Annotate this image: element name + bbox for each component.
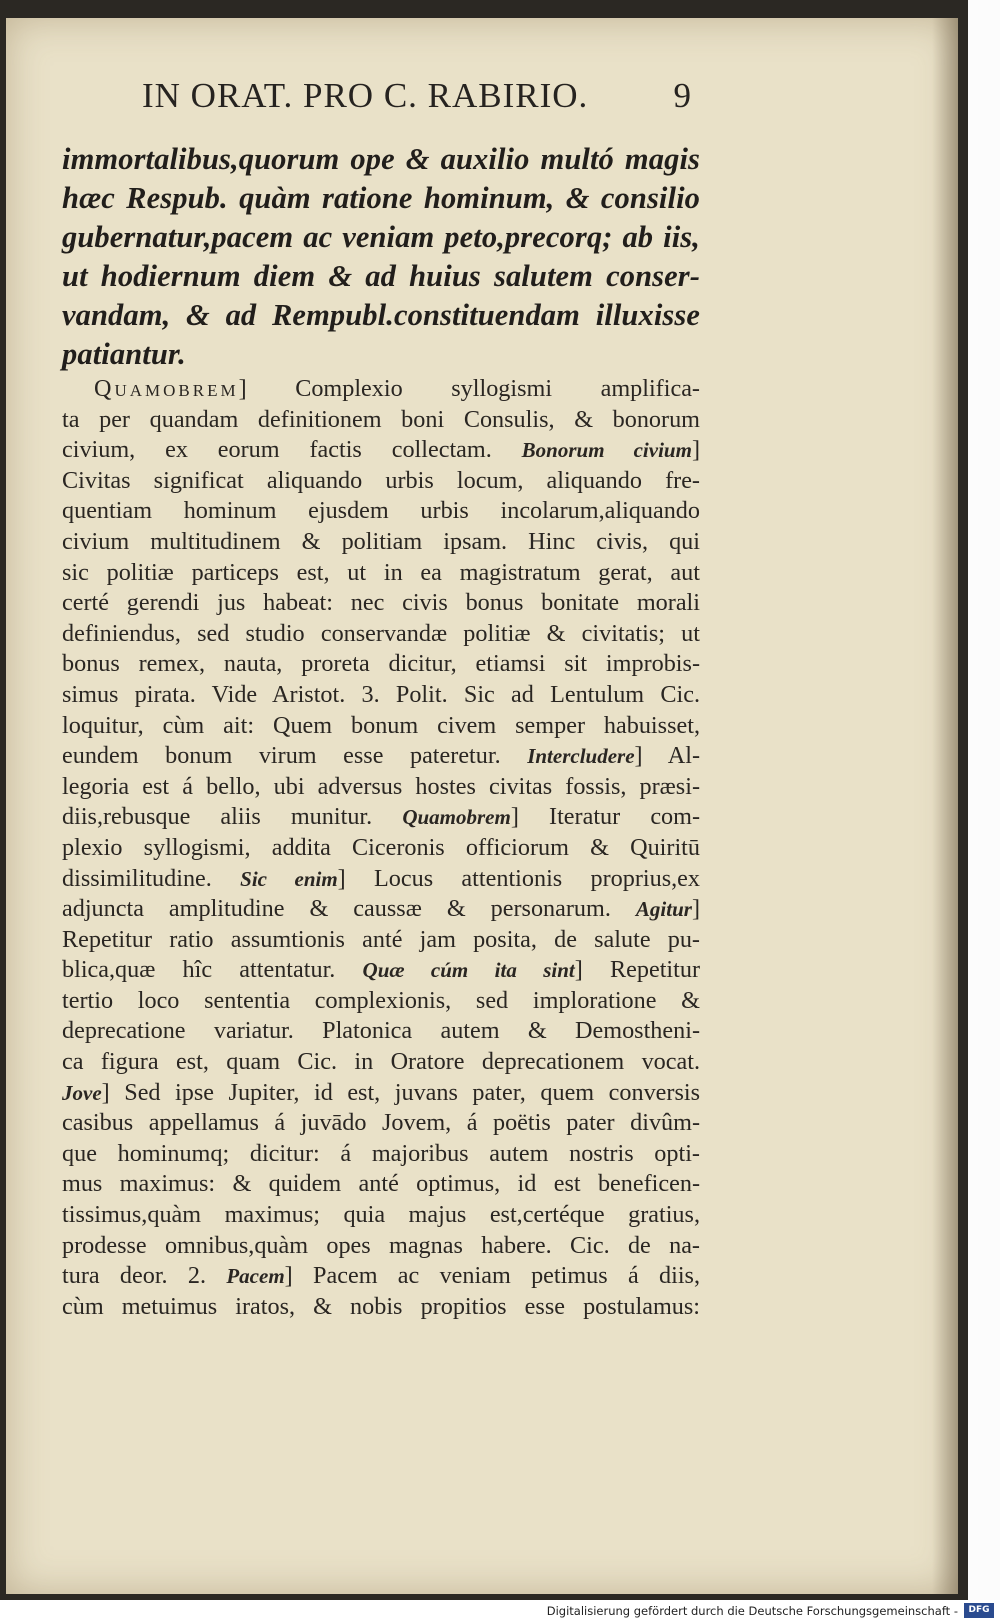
- commentary-text: blica,quæ hîc attentatur.: [62, 956, 336, 984]
- lemma-agitur: Agitur: [635, 897, 692, 922]
- commentary-line: certé gerendi jus habeat: nec civis bonus bonitate morali: [62, 589, 700, 617]
- commentary-line: [62, 894, 700, 925]
- commentary-text: ] Sed ipse Jupiter, id est, juvans pater, quem conversis: [101, 1078, 700, 1106]
- lemma-quamobrem: Quamobrem: [94, 375, 239, 402]
- commentary-text: ]: [691, 895, 700, 923]
- commentary-line: [62, 955, 700, 986]
- quote-line: ut hodiernum diem & ad huius salutem conser-: [62, 259, 700, 293]
- lemma-sic-enim: Sic enim: [240, 866, 338, 891]
- commentary-line: plexio syllogismi, addita Ciceronis officiorum & Quiritū: [62, 833, 700, 861]
- commentary-block: [62, 374, 700, 1322]
- commentary-line: tissimus,quàm maximus; quia majus est,certéque gratius,: [62, 1201, 700, 1229]
- commentary-line: bonus remex, nauta, proreta dicitur, etiamsi sit improbis-: [62, 650, 700, 678]
- commentary-text: civium, ex eorum factis collectam.: [62, 436, 492, 464]
- commentary-text: ] Pacem ac veniam petimus á diis,: [284, 1262, 701, 1290]
- commentary-line: loquitur, cùm ait: Quem bonum civem semper habuisset,: [62, 711, 700, 739]
- commentary-line: ca figura est, quam Cic. in Oratore deprecationem vocat.: [62, 1048, 700, 1076]
- lemma-intercludere: Intercludere: [527, 744, 635, 769]
- funding-footer: [0, 1600, 1000, 1623]
- commentary-line: [62, 864, 700, 895]
- commentary-text: ] Repetitur: [574, 956, 700, 984]
- commentary-line: simus pirata. Vide Aristot. 3. Polit. Sic ad Lentulum Cic.: [62, 680, 700, 708]
- commentary-line: [62, 1078, 700, 1109]
- commentary-line: legoria est á bello, ubi adversus hostes civitas fossis, præsi-: [62, 772, 700, 800]
- commentary-text: ] Locus attentionis proprius,ex: [337, 864, 700, 892]
- commentary-line: prodesse omnibus,quàm opes magnas habere. Cic. de na-: [62, 1231, 700, 1259]
- commentary-text: ] Complexio syllogismi amplifica-: [238, 375, 700, 402]
- quote-line: vandam, & ad Rempubl.constituendam illuxisse: [62, 298, 700, 332]
- commentary-text: dissimilitudine.: [62, 864, 212, 892]
- commentary-line: cùm metuimus iratos, & nobis propitios esse postulamus:: [62, 1292, 700, 1320]
- commentary-line: sic politiæ particeps est, ut in ea magistratum gerat, aut: [62, 558, 700, 586]
- quote-line: hæc Respub. quàm ratione hominum, & consilio: [62, 181, 700, 215]
- lemma-pacem: Pacem: [226, 1264, 285, 1289]
- commentary-text: eundem bonum virum esse pateretur.: [62, 742, 501, 770]
- commentary-line: quentiam hominum ejusdem urbis incolarum,aliquando: [62, 497, 700, 525]
- page-number: 9: [673, 76, 692, 115]
- commentary-line: casibus appellamus á juvādo Jovem, á poëtis pater divûm-: [62, 1109, 700, 1137]
- commentary-line: deprecatione variatur. Platonica autem & Demostheni-: [62, 1017, 700, 1045]
- commentary-text: diis,rebusque aliis munitur.: [62, 803, 373, 831]
- commentary-text: ] Al-: [634, 742, 701, 770]
- footer-credit: Digitalisierung gefördert durch die Deutsche Forschungsgemeinschaft -: [546, 1604, 958, 1618]
- commentary-line: que hominumq; dicitur: á majoribus autem nostris opti-: [62, 1139, 700, 1167]
- lemma-jove: Jove: [62, 1080, 102, 1105]
- commentary-line: definiendus, sed studio conservandæ politiæ & civitatis; ut: [62, 619, 700, 647]
- commentary-line: mus maximus: & quidem anté optimus, id est beneficen-: [62, 1170, 700, 1198]
- lemma-bonorum-civium: Bonorum civium: [521, 438, 692, 463]
- commentary-line: civium multitudinem & politiam ipsam. Hinc civis, qui: [62, 527, 700, 555]
- commentary-line: [62, 802, 700, 833]
- commentary-line: [62, 1261, 700, 1292]
- commentary-line: Civitas significat aliquando urbis locum, aliquando fre-: [62, 466, 700, 494]
- commentary-line: [62, 741, 700, 772]
- lemma-quamobrem-2: Quamobrem: [402, 805, 511, 830]
- commentary-line: tertio loco sententia complexionis, sed imploratione &: [62, 986, 700, 1014]
- running-head-title: IN ORAT. PRO C. RABIRIO.: [142, 76, 589, 115]
- oration-quote: [62, 140, 700, 374]
- commentary-line: Repetitur ratio assumtionis anté jam posita, de salute pu-: [62, 925, 700, 953]
- quote-line: gubernatur,pacem ac veniam peto,precorq; ab iis,: [62, 220, 700, 254]
- lemma-quae-cum-ita-sint: Quæ cúm ita sint: [362, 958, 575, 983]
- commentary-line: ta per quandam definitionem boni Consulis, & bonorum: [62, 405, 700, 433]
- running-head: [142, 76, 692, 122]
- commentary-line: [62, 374, 700, 405]
- dfg-logo: DFG: [964, 1603, 994, 1618]
- commentary-text: ] Iteratur com-: [510, 803, 701, 831]
- commentary-text: ]: [691, 436, 700, 464]
- commentary-line: [62, 435, 700, 466]
- commentary-text: tura deor. 2.: [62, 1262, 207, 1290]
- quote-line: patiantur.: [62, 337, 186, 371]
- commentary-text: adjuncta amplitudine & caussæ & personarum.: [62, 895, 611, 923]
- quote-line: immortalibus,quorum ope & auxilio multó magis: [62, 142, 700, 176]
